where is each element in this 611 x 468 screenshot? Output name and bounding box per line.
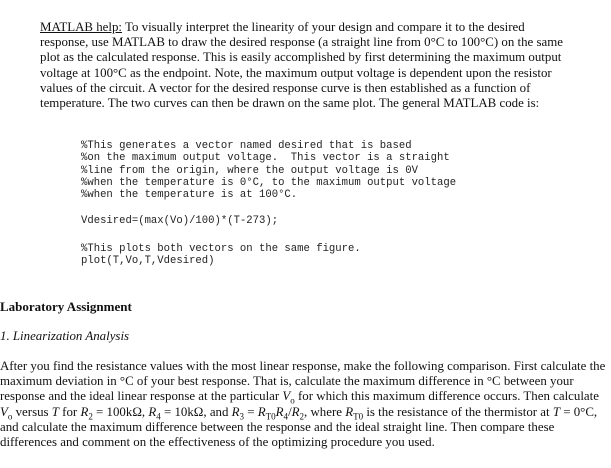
para-text-3: versus [12, 404, 52, 419]
var-sub: T0 [353, 411, 364, 422]
para-text-4: for [58, 404, 81, 419]
matlab-help-paragraph [40, 20, 568, 111]
para-text-9: is the resistance of the thermistor at [363, 404, 553, 419]
var-r: R [148, 404, 157, 419]
var-r: R [80, 404, 89, 419]
var-r: R [275, 404, 284, 419]
para-text-1: After you find the resistance values with the most linear response, make the following comparison. First calculate the maximum deviation in °C of your best response. That is, calculate the maximum difference in °C between your response and the ideal linear response at the particular [0, 359, 606, 404]
assignment-paragraph [0, 359, 608, 450]
var-t: T [51, 404, 59, 419]
var-r: R [231, 404, 240, 419]
code-plot-block: %This plots both vectors on the same figure. plot(T,Vo,T,Vdesired) [81, 243, 361, 268]
var-sub: 4 [283, 411, 289, 422]
var-sub: 3 [239, 411, 245, 422]
var-sub: T0 [265, 411, 276, 422]
para-text-5: = 100kΩ, [92, 404, 149, 419]
var-sub: o [7, 411, 13, 422]
var-r: R [257, 404, 266, 419]
slash: / [288, 404, 292, 419]
matlab-help-label: MATLAB help: [40, 20, 122, 34]
para-text-7: = [244, 404, 258, 419]
var-r: R [291, 404, 300, 419]
matlab-help-text: To visually interpret the linearity of your design and compare it to the desired response, use MATLAB to draw the desired response (a straight line from 0°C to 100°C) on the same plot as the calculated response. This is easily accomplished by first determining the maximum output voltage at 100°C as the endpoint. Note, the maximum output voltage is dependent upon the resistor values of the circuit. A vector for the desired response curve is then established as a function of temperature. The two curves can then be drawn on the same plot. The general MATLAB code is: [40, 20, 563, 111]
var-t: T [552, 404, 561, 419]
code-comment-block: %This generates a vector named desired that is based %on the maximum output voltage. This vector is a straight %line from the origin, where the output voltage is 0V %when the temperature is 0°C, to the maximum output voltage %when the temperature is at 100°C. [81, 140, 457, 202]
var-sub: o [290, 395, 295, 406]
subsection-heading: 1. Linearization Analysis [0, 329, 130, 343]
var-sub: 2 [88, 411, 93, 422]
section-heading: Laboratory Assignment [0, 299, 132, 314]
para-text-10: = 0°C, and calculate the maximum difference between the response and the ideal straight line. Then compare these differences and comment on the effectiveness of the optimizing procedure you used. [0, 404, 598, 450]
para-text-8: , where [304, 404, 346, 419]
var-r: R [345, 404, 354, 419]
var-v: V [0, 404, 8, 419]
para-text-2: for which this maximum difference occurs. Then calculate [294, 389, 599, 404]
var-sub: 2 [299, 411, 305, 422]
var-v: V [282, 389, 291, 404]
var-sub: 4 [156, 411, 161, 422]
para-text-6: = 10kΩ, and [160, 404, 232, 419]
code-vdesired-line: Vdesired=(max(Vo)/100)*(T-273); [81, 215, 279, 227]
